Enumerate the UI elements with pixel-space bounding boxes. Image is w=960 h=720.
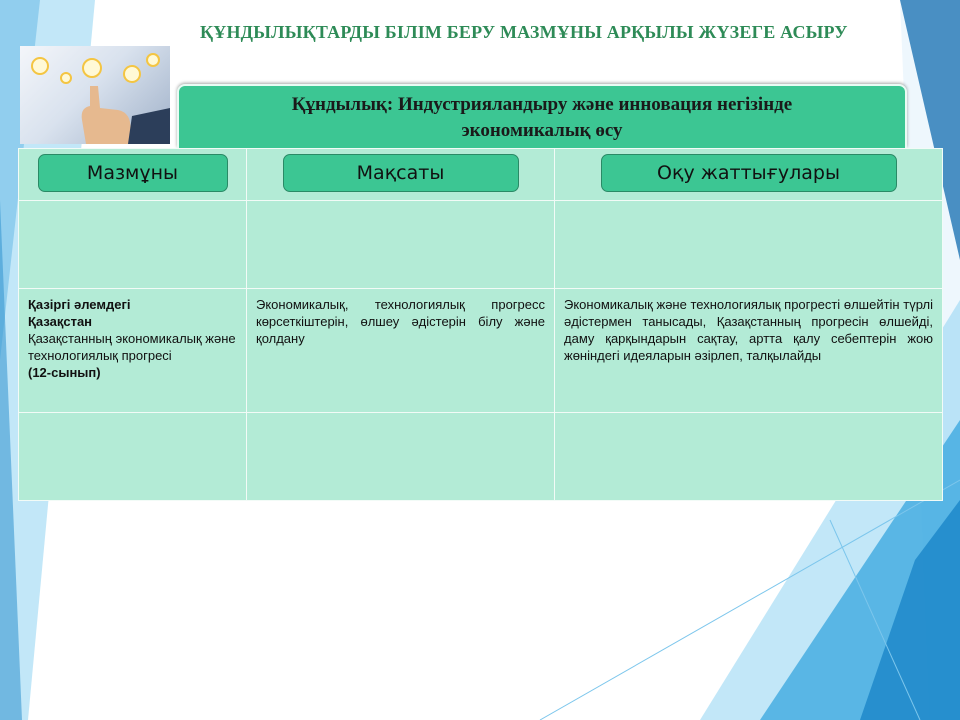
content-cell: [19, 289, 247, 413]
lightbulb-icon: [32, 54, 159, 83]
content-title-line2: Қазақстан: [28, 314, 93, 329]
table-cell: [247, 413, 555, 501]
hero-image: [20, 46, 170, 144]
table-cell: [19, 201, 247, 289]
table-cell: [555, 413, 943, 501]
value-header-line2: экономикалық өсу: [461, 120, 623, 141]
table-cell: [19, 413, 247, 501]
exercises-text: Экономикалық және технологиялық прогресті өлшейтін түрлі әдістермен танысады, Қазақстанның прогресін өлшейді, даму қарқындарын сақтау, артта қалу себептерін жою жөніндегі идеяларын әзірлеп, талқылайды: [564, 297, 933, 363]
goal-text: Экономикалық, технологиялық прогресс көрсеткіштерін, өлшеу әдістерін білу және қолдану: [256, 297, 545, 346]
value-header-line1: Құндылық: Индустрияландыру және инновация негізінде: [291, 94, 793, 115]
value-header: [177, 84, 907, 148]
goal-cell: [247, 289, 555, 413]
content-table: [18, 148, 943, 501]
header-goal-pill: Мақсаты: [283, 154, 519, 192]
table-cell: [555, 201, 943, 289]
header-content-pill: Мазмұны: [38, 154, 228, 192]
hand-touch-icon: [82, 86, 170, 144]
table-header-row: [19, 149, 943, 201]
table-cell: [247, 201, 555, 289]
header-cell: [247, 149, 555, 201]
exercises-cell: [555, 289, 943, 413]
header-cell: [555, 149, 943, 201]
header-exercises-pill: Оқу жаттығулары: [601, 154, 897, 192]
content-description: Қазақстанның экономикалық және технологиялық прогресі: [28, 331, 236, 363]
content-grade: (12-сынып): [28, 365, 101, 380]
table-row: [19, 289, 943, 413]
header-cell: [19, 149, 247, 201]
page-title: ҚҰНДЫЛЫҚТАРДЫ БІЛІМ БЕРУ МАЗМҰНЫ АРҚЫЛЫ ЖҮЗЕГЕ АСЫРУ: [200, 22, 848, 42]
content-title-line1: Қазіргі әлемдегі: [28, 297, 131, 312]
table-row: [19, 201, 943, 289]
table-row: [19, 413, 943, 501]
